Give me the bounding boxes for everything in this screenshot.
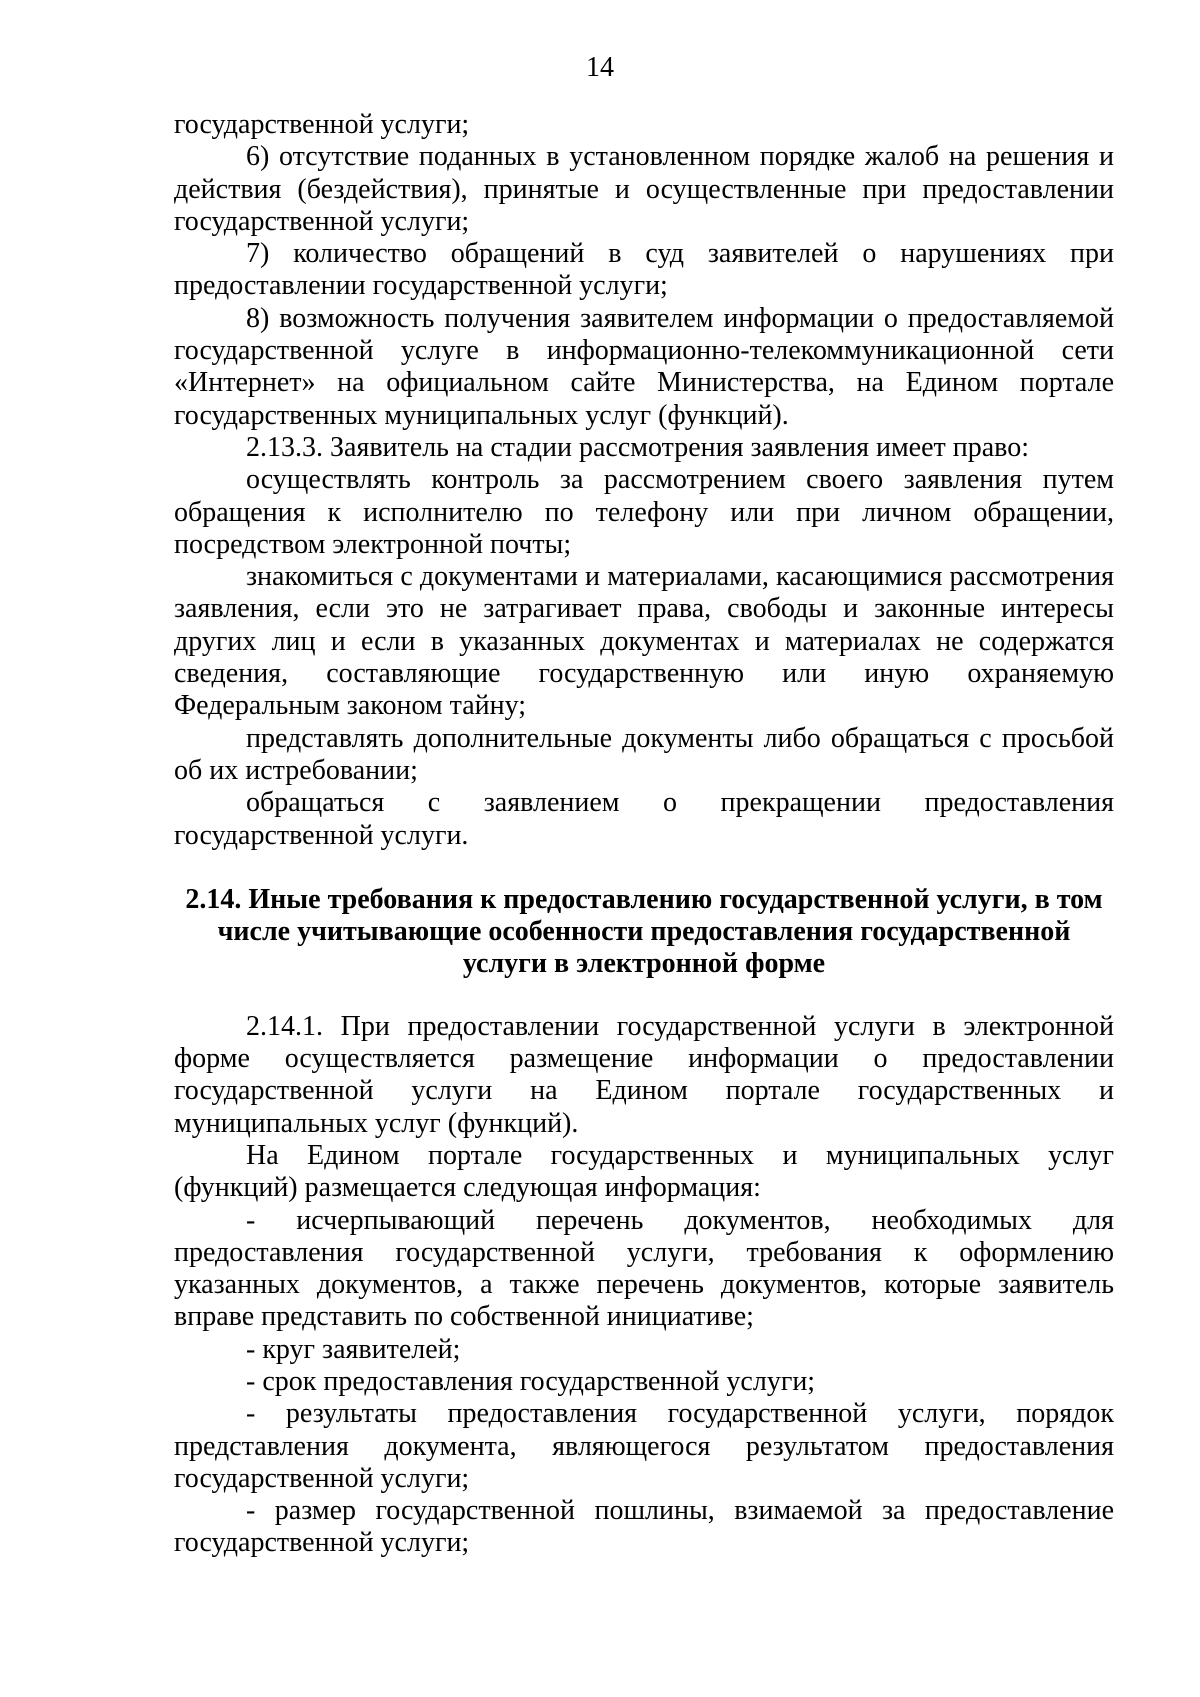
paragraph: знакомиться с документами и материалами, касающимися рассмотрения заявления, если это не затрагивает права, свободы и законные интересы других лиц и если в указанных документах и материалах не содержатся сведения, составляющие государственную или иную охраняемую Федеральным законом тайну;: [174, 561, 1114, 722]
paragraph: 8) возможность получения заявителем информации о предоставляемой государственной услуге в информационно-телекоммуникационной сети «Интернет» на официальном сайте Министерства, на Едином портале государственных муниципальных услуг (функций).: [174, 302, 1114, 431]
paragraph: осуществлять контроль за рассмотрением своего заявления путем обращения к исполнителю по телефону или при личном обращении, посредством электронной почты;: [174, 464, 1114, 560]
list-item: - круг заявителей;: [246, 1333, 461, 1365]
list-item: - исчерпывающий перечень документов, необходимых для предоставления государственной услуги, требования к оформлению указанных документов, а также перечень документов, которые заявитель вправе представить по собственной инициативе;: [174, 1204, 1114, 1333]
paragraph: государственной услуги;: [174, 109, 470, 140]
section-heading: [174, 884, 1114, 981]
list-item: - результаты предоставления государственной услуги, порядок представления документа, являющегося результатом предоставления государственной услуги;: [174, 1398, 1114, 1494]
paragraph: 6) отсутствие поданных в установленном порядке жалоб на решения и действия (бездействия), принятые и осуществленные при предоставлении государственной услуги;: [174, 141, 1114, 237]
section-heading-line: числе учитывающие особенности предоставления государственной: [217, 916, 1071, 948]
list-item: - срок предоставления государственной услуги;: [246, 1365, 816, 1397]
document-body: [174, 109, 1114, 1560]
page-number: 14: [586, 52, 614, 83]
list-item: - размер государственной пошлины, взимаемой за предоставление государственной услуги;: [174, 1495, 1114, 1559]
section-heading-line: 2.14. Иные требования к предоставлению государственной услуги, в том: [185, 883, 1103, 915]
paragraph: представлять дополнительные документы либо обращаться с просьбой об их истребовании;: [174, 722, 1114, 786]
section-heading-line: услуги в электронной форме: [462, 948, 826, 980]
paragraph: 7) количество обращений в суд заявителей о нарушениях при предоставлении государственной услуги;: [174, 238, 1114, 302]
paragraph: 2.13.3. Заявитель на стадии рассмотрения заявления имеет право:: [246, 431, 1029, 463]
paragraph: 2.14.1. При предоставлении государственной услуги в электронной форме осуществляется размещение информации о предоставлении государственной услуги на Едином портале государственных и муниципальных услуг (функций).: [174, 1010, 1114, 1139]
paragraph: На Едином портале государственных и муниципальных услуг (функций) размещается следующая информация:: [174, 1139, 1114, 1204]
paragraph: обращаться с заявлением о прекращении предоставления государственной услуги.: [174, 787, 1114, 851]
